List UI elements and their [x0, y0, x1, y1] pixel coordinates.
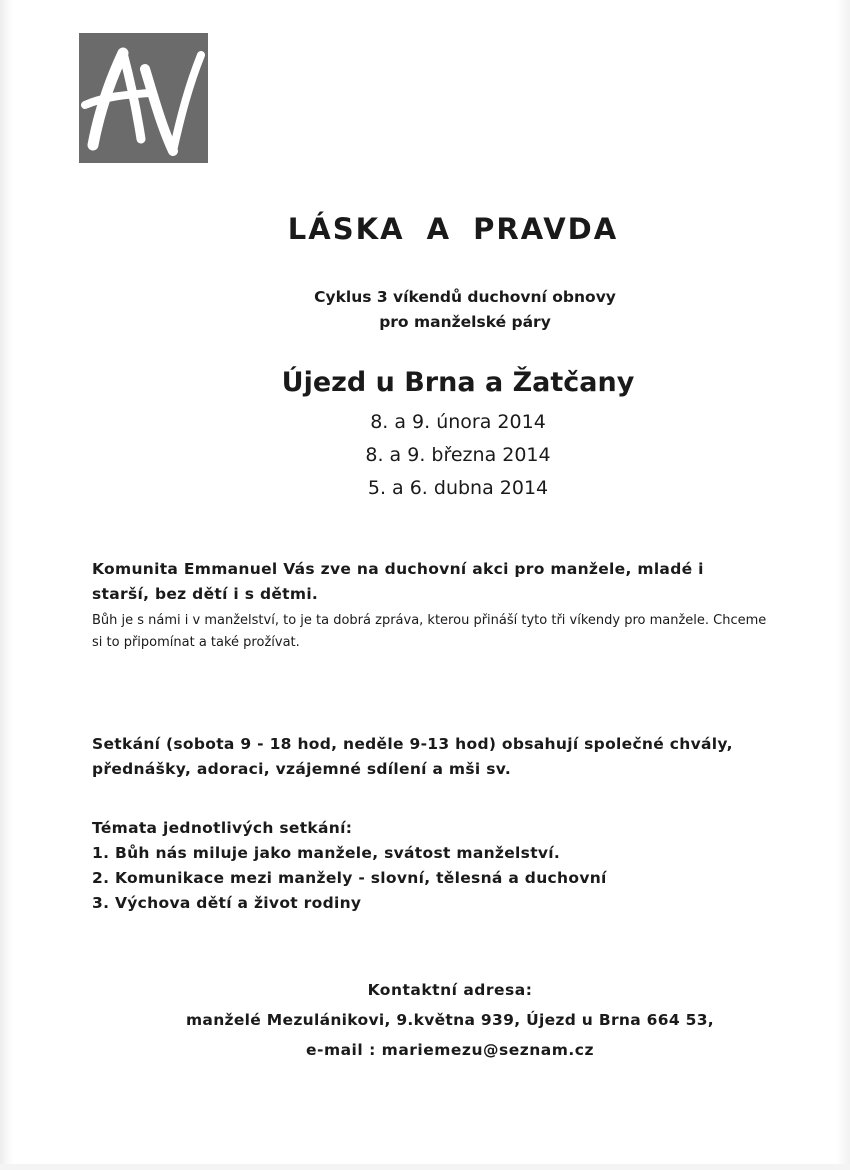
av-monogram-icon	[79, 33, 208, 163]
contact-heading: Kontaktní adresa:	[367, 981, 533, 999]
contact-address: manželé Mezulánikovi, 9.května 939, Újezd u Brna 664 53,	[185, 1011, 714, 1029]
event-date-1: 8. a 9. února 2014	[370, 411, 546, 433]
invitation-note: Bůh je s námi i v manželství, to je ta dobrá zpráva, kterou přináší tyto tři víkendy pro manžele. Chceme si to připomínat a také prožívat.	[92, 613, 767, 650]
topics-heading: Témata jednotlivých setkání:	[92, 819, 353, 837]
subtitle-line-2: pro manželské páry	[379, 313, 551, 331]
topic-item-2: 2. Komunikace mezi manžely - slovní, tělesná a duchovní	[92, 869, 607, 887]
page-title: LÁSKA A PRAVDA	[287, 212, 619, 246]
contact-email[interactable]: e-mail : mariemezu@seznam.cz	[306, 1041, 594, 1059]
scan-edge	[0, 1164, 850, 1170]
av-logo	[79, 33, 208, 163]
topics-list	[92, 841, 732, 916]
subtitle	[0, 285, 850, 335]
event-date-3: 5. a 6. dubna 2014	[367, 477, 549, 499]
event-date-2: 8. a 9. března 2014	[365, 444, 551, 466]
topics-section	[92, 816, 732, 916]
event-location: Újezd u Brna a Žatčany	[281, 367, 635, 398]
topic-item-3: 3. Výchova dětí a život rodiny	[92, 894, 362, 912]
invitation-lead: Komunita Emmanuel Vás zve na duchovní akci pro manžele, mladé i starší, bez dětí i s dětmi.	[92, 560, 704, 603]
subtitle-line-1: Cyklus 3 víkendů duchovní obnovy	[314, 288, 616, 306]
contact-section	[0, 975, 850, 1065]
meetings-description: Setkání (sobota 9 - 18 hod, neděle 9-13 hod) obsahují společné chvály, přednášky, adoraci, vzájemné sdílení a mši sv.	[92, 735, 733, 778]
topic-item-1: 1. Bůh nás miluje jako manžele, svátost manželství.	[92, 844, 561, 862]
event-dates	[0, 406, 850, 505]
